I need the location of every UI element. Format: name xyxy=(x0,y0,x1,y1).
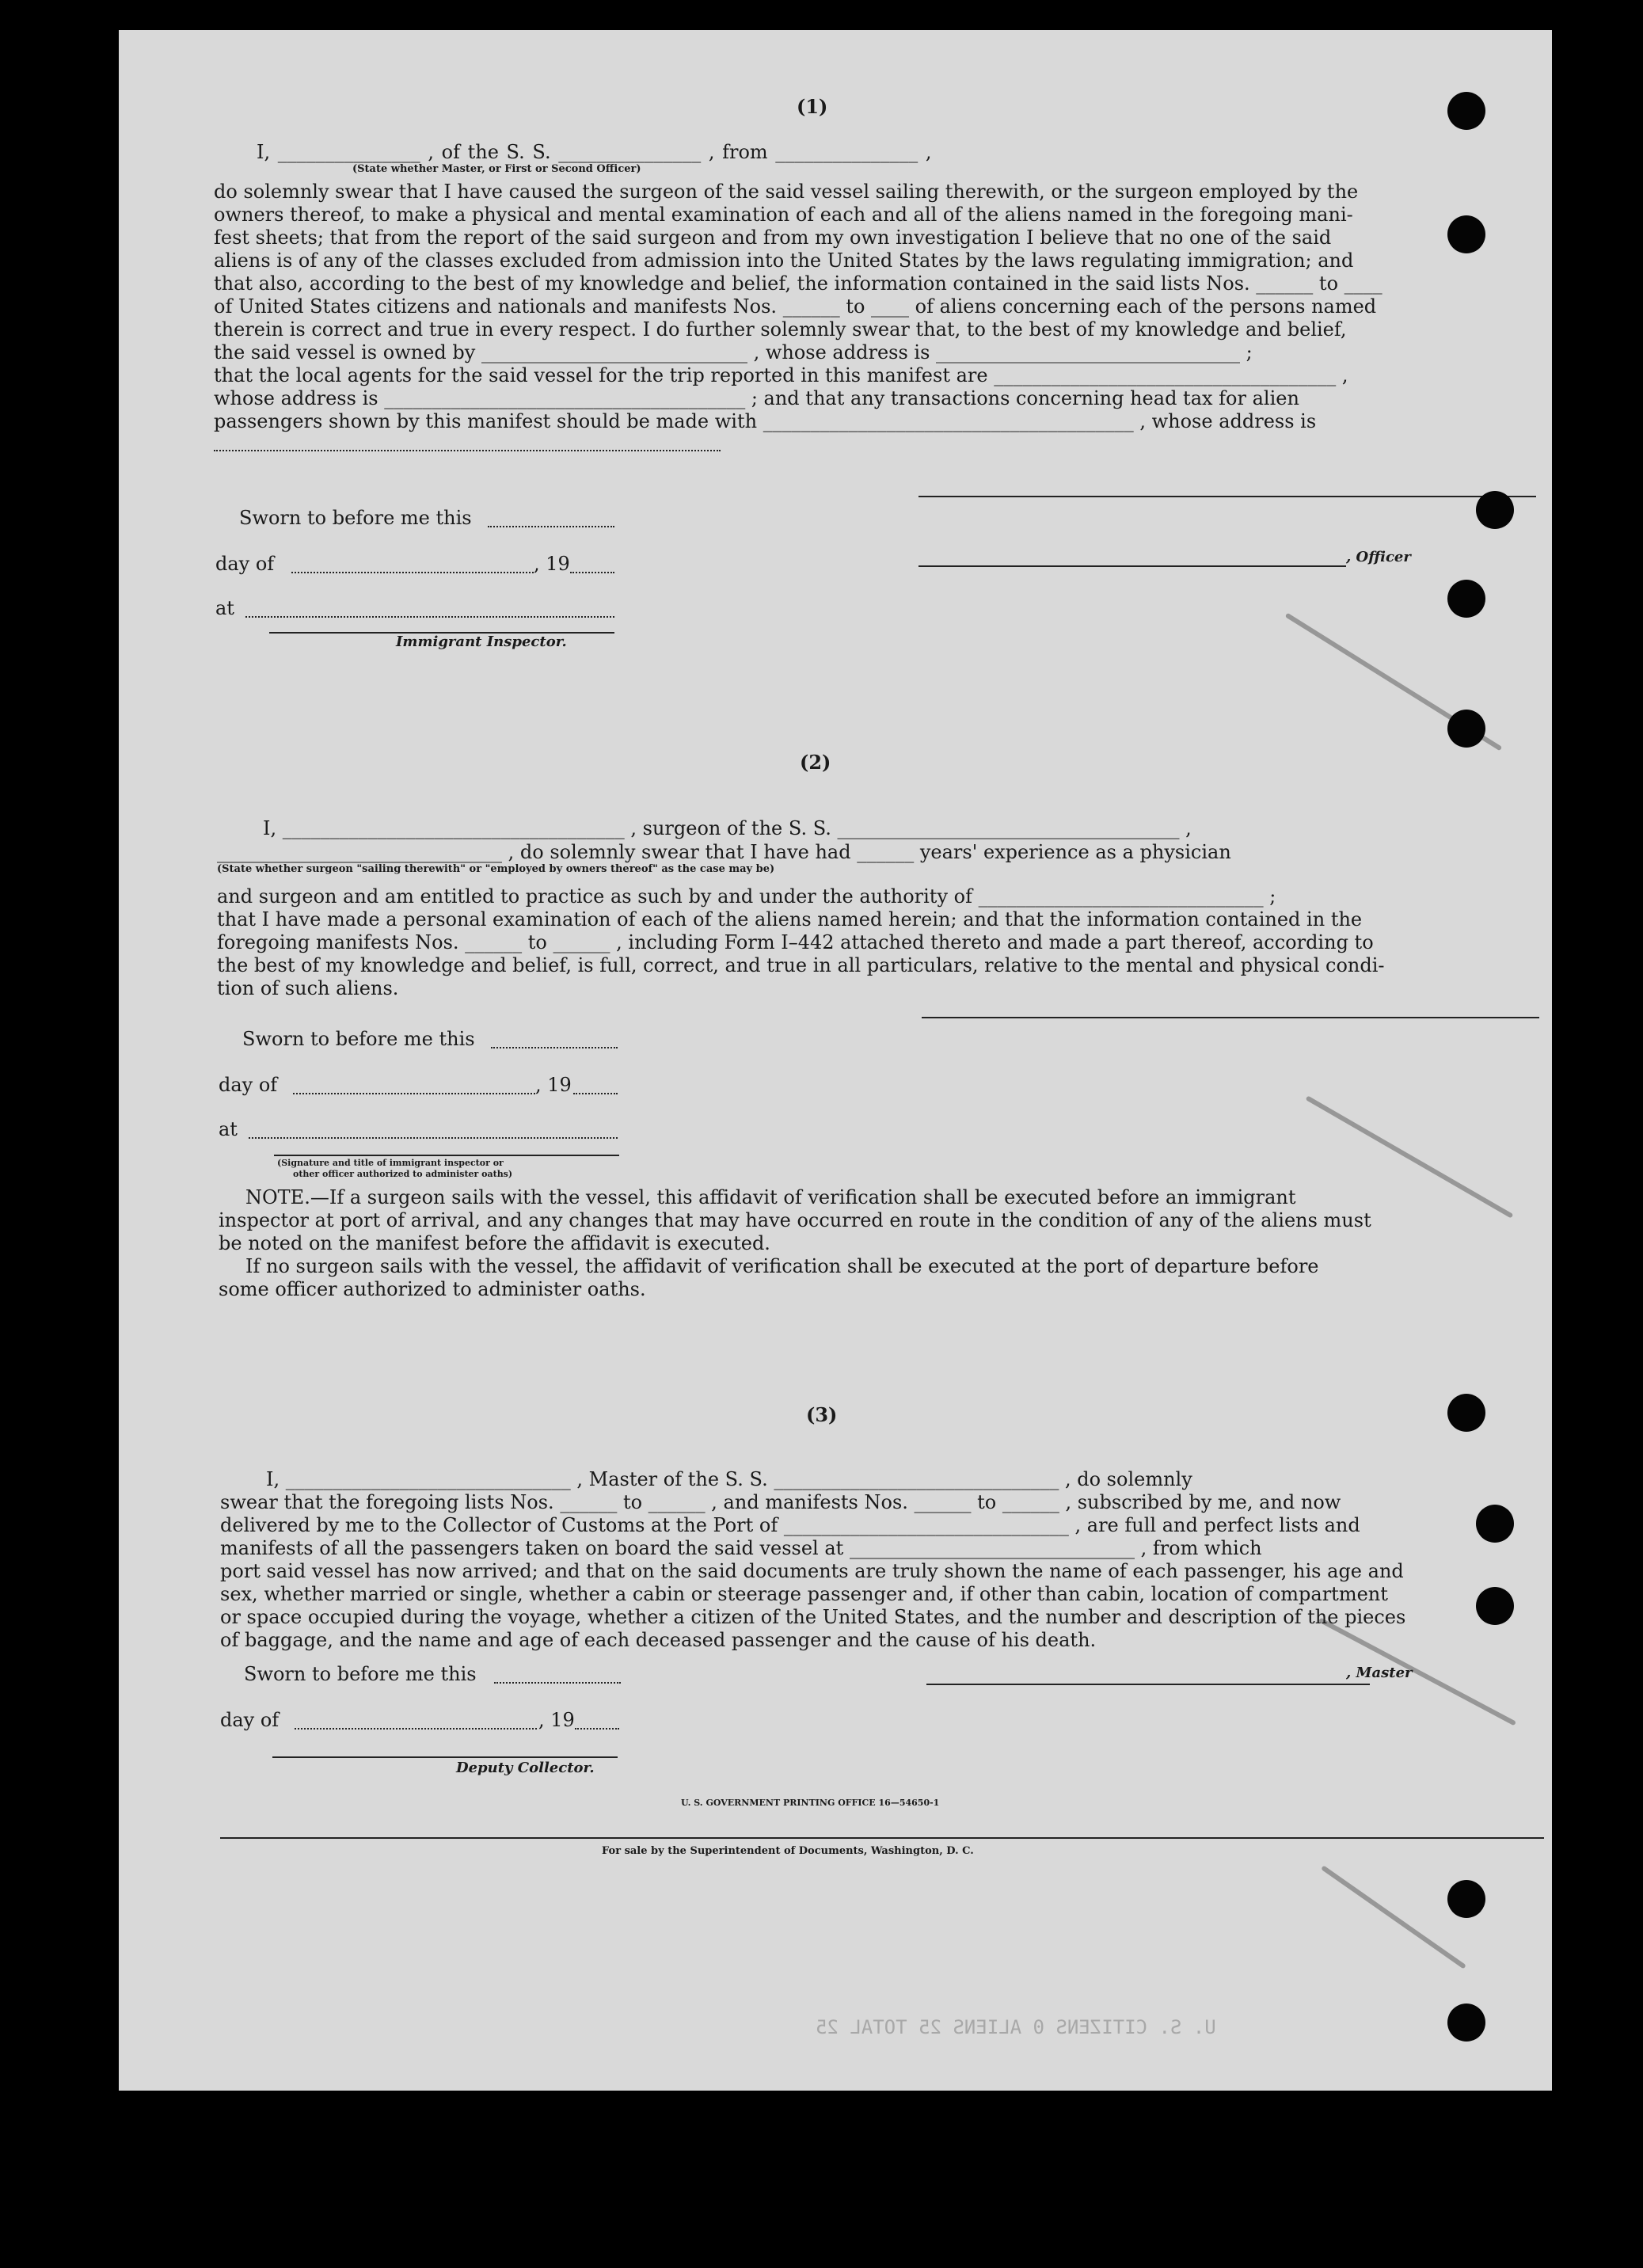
text-line: therein is correct and true in every respect. I do further solemnly swear that, to the best of my knowledge and belief, xyxy=(214,318,1347,341)
year-blank xyxy=(573,1093,618,1094)
master-signature-line xyxy=(926,1684,1370,1685)
at-label: at xyxy=(215,597,234,619)
text-line: delivered by me to the Collector of Customs at the Port of ______________________________ , are full and perfect lists and xyxy=(220,1514,1360,1536)
collector-signature-line xyxy=(272,1756,618,1758)
punch-hole xyxy=(1447,710,1485,748)
section-2-number: (2) xyxy=(800,751,831,774)
section-2-oath-line: I, ____________________________________ , surgeon of the S. S. ____________________________________ , xyxy=(263,817,1192,839)
bleed-through-text: U. S. CITIZENS 0 ALIENS 25 TOTAL 25 xyxy=(816,2016,1216,2038)
officer-signature-line xyxy=(918,496,1536,497)
at-label: at xyxy=(219,1118,238,1140)
text-line: manifests of all the passengers taken on board the said vessel at ______________________________ , from which xyxy=(220,1537,1262,1559)
text-line: fest sheets; that from the report of the said surgeon and from my own investigation I believe that no one of the said xyxy=(214,226,1332,249)
surgeon-signature-line xyxy=(922,1017,1539,1018)
signature-note: other officer authorized to administer oaths) xyxy=(293,1169,513,1179)
text-line: whose address is ______________________________________ ; and that any transactions concerning head tax for alien xyxy=(214,387,1299,409)
year-blank xyxy=(575,1728,619,1730)
section-2-note xyxy=(219,1186,1541,1301)
punch-hole xyxy=(1447,1880,1485,1918)
sworn-label: Sworn to before me this xyxy=(244,1663,477,1685)
year-blank xyxy=(570,572,614,573)
text-line: the best of my knowledge and belief, is full, correct, and true in all particulars, relative to the mental and physical condi- xyxy=(217,954,1385,976)
punch-hole xyxy=(1447,2004,1485,2042)
section-2-body xyxy=(217,885,1539,1000)
master-label: , Master xyxy=(1346,1665,1413,1681)
document-page xyxy=(119,30,1552,2091)
text-line: I, ______________________________ , Master of the S. S. ______________________________ , do solemnly xyxy=(266,1468,1192,1490)
sworn-label: Sworn to before me this xyxy=(242,1028,475,1050)
surgeon-note: (State whether surgeon "sailing therewith" or "employed by owners thereof" as the case may be) xyxy=(217,863,775,875)
punch-hole xyxy=(1476,491,1514,529)
text-line: port said vessel has now arrived; and that on the said documents are truly shown the name of each passenger, his age and xyxy=(220,1560,1404,1582)
text-line: sex, whether married or single, whether a cabin or steerage passenger and, if other than cabin, location of compartment xyxy=(220,1583,1388,1605)
sworn-label: Sworn to before me this xyxy=(239,507,472,529)
day-blank xyxy=(295,1728,537,1730)
sale-notice: For sale by the Superintendent of Documents, Washington, D. C. xyxy=(602,1845,974,1857)
inspector-label: Immigrant Inspector. xyxy=(396,634,567,650)
officer-label: , Officer xyxy=(1346,549,1411,565)
punch-hole xyxy=(1476,1505,1514,1543)
collector-label: Deputy Collector. xyxy=(456,1760,595,1776)
text-line: of United States citizens and nationals and manifests Nos. ______ to ____ of aliens concerning each of the persons named xyxy=(214,295,1377,318)
year-label: , 19 xyxy=(534,553,570,575)
punch-hole xyxy=(1476,1587,1514,1625)
text-line: owners thereof, to make a physical and mental examination of each and all of the aliens named in the foregoing mani- xyxy=(214,204,1353,226)
address-blank xyxy=(214,450,721,451)
punch-hole xyxy=(1447,1394,1485,1432)
day-blank xyxy=(291,572,534,573)
text-line: that the local agents for the said vessel for the trip reported in this manifest are ____________________________________ , xyxy=(214,364,1348,386)
section-2-experience-line: ______________________________ , do solemnly swear that I have had ______ years' experience as a physician xyxy=(217,841,1231,863)
year-label: , 19 xyxy=(538,1709,575,1731)
master-officer-note: (State whether Master, or First or Second Officer) xyxy=(352,163,641,175)
punch-hole xyxy=(1447,215,1485,253)
at-blank xyxy=(245,616,614,618)
text-line: do solemnly swear that I have caused the surgeon of the said vessel sailing therewith, or the surgeon employed by the xyxy=(214,181,1359,203)
text-line: aliens is of any of the classes excluded from admission into the United States by the laws regulating immigration; and xyxy=(214,249,1354,272)
sworn-blank xyxy=(488,526,614,527)
bleed-pen-stroke xyxy=(1321,1865,1466,1969)
inspector-signature-line xyxy=(274,1155,619,1156)
text-line: foregoing manifests Nos. ______ to ______ , including Form I–442 attached thereto and made a part thereof, according to xyxy=(217,931,1374,953)
punch-hole xyxy=(1447,92,1485,130)
text-line: If no surgeon sails with the vessel, the affidavit of verification shall be executed at the port of departure before xyxy=(245,1255,1319,1277)
sworn-blank xyxy=(494,1682,621,1684)
text-line: be noted on the manifest before the affidavit is executed. xyxy=(219,1232,770,1254)
footer-rule xyxy=(220,1837,1544,1839)
section-3-number: (3) xyxy=(806,1403,838,1426)
year-label: , 19 xyxy=(535,1074,572,1096)
day-blank xyxy=(293,1093,535,1094)
at-blank xyxy=(249,1137,618,1139)
printing-office-line: U. S. GOVERNMENT PRINTING OFFICE 16—54650-1 xyxy=(681,1798,940,1808)
text-line: tion of such aliens. xyxy=(217,977,399,999)
text-line: NOTE.—If a surgeon sails with the vessel, this affidavit of verification shall be executed before an immigrant xyxy=(245,1186,1296,1208)
day-of-label: day of xyxy=(220,1709,280,1731)
text-line: that also, according to the best of my knowledge and belief, the information contained in the said lists Nos. ______ to ____ xyxy=(214,272,1382,295)
text-line: that I have made a personal examination of each of the aliens named herein; and that the information contained in the xyxy=(217,908,1363,930)
text-line: inspector at port of arrival, and any changes that may have occurred en route in the condition of any of the aliens must xyxy=(219,1209,1371,1231)
text-line: and surgeon and am entitled to practice as such by and under the authority of ______________________________ ; xyxy=(217,885,1276,908)
section-3-body xyxy=(220,1468,1542,1652)
text-line: some officer authorized to administer oaths. xyxy=(219,1278,646,1300)
section-1-body xyxy=(214,181,1536,433)
day-of-label: day of xyxy=(215,553,275,575)
sworn-blank xyxy=(491,1047,618,1048)
punch-hole xyxy=(1447,580,1485,618)
text-line: swear that the foregoing lists Nos. ______ to ______ , and manifests Nos. ______ to ______ , subscribed by me, and now xyxy=(220,1491,1341,1513)
officer-title-line xyxy=(918,565,1346,567)
text-line: the said vessel is owned by ____________________________ , whose address is ________________________________ ; xyxy=(214,341,1253,363)
day-of-label: day of xyxy=(219,1074,278,1096)
signature-note: (Signature and title of immigrant inspector or xyxy=(277,1158,504,1168)
text-line: passengers shown by this manifest should be made with _______________________________________ , whose address is xyxy=(214,410,1317,432)
section-1-number: (1) xyxy=(797,95,828,118)
text-line: or space occupied during the voyage, whether a citizen of the United States, and the number and description of the pieces xyxy=(220,1606,1406,1628)
text-line: of baggage, and the name and age of each deceased passenger and the cause of his death. xyxy=(220,1629,1097,1651)
section-1-oath-line: I, _______________ , of the S. S. _______________ , from _______________ , xyxy=(257,141,932,163)
